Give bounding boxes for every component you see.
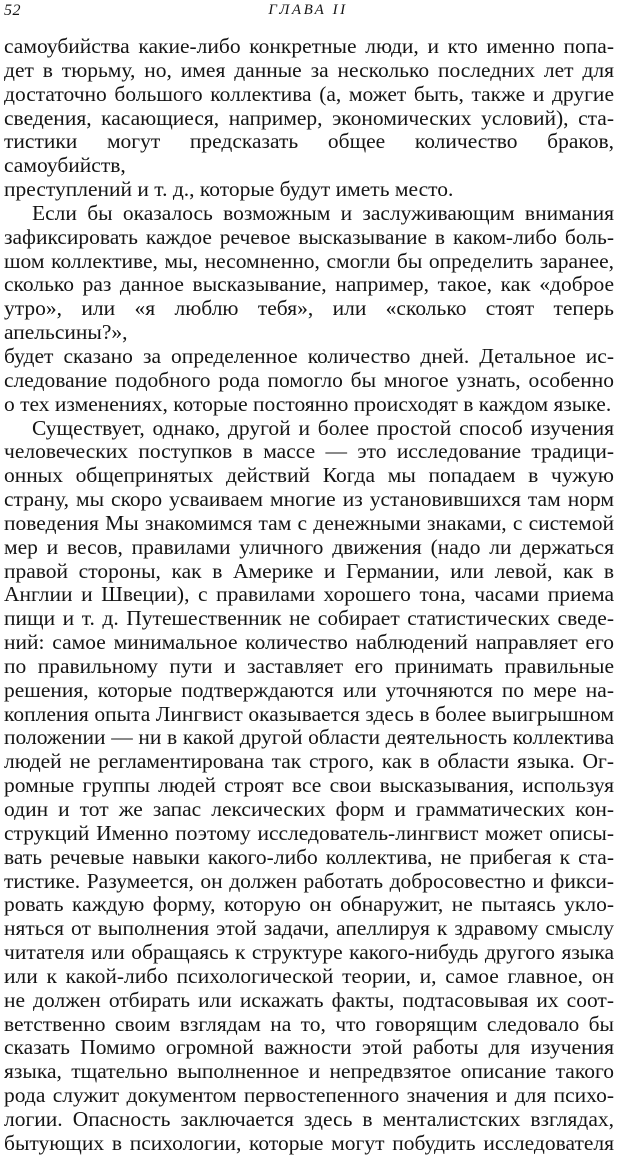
text-line: копления опыта Лингвист оказывается здесь в более выигрышном	[4, 701, 614, 726]
text-line: Англии и Швеции), с правилами хорошего тона, часами приема	[4, 582, 614, 607]
body-text	[4, 35, 614, 1156]
text-line: самоубийства какие-либо конкретные люди, и кто именно попа-	[4, 34, 614, 58]
text-line: человеческих поступков в массе — это исследование традици-	[4, 439, 614, 464]
text-line: решения, которые подтверждаются или уточняются по мере на-	[4, 677, 614, 702]
text-line: языка, тщательно выполненное и непредвзятое описание такого	[4, 1059, 614, 1084]
text-line: людей не регламентирована так строго, как в области языка. Ог-	[4, 749, 614, 774]
text-line: сколько раз данное высказывание, например, такое, как «доброе	[4, 272, 614, 297]
text-line: сказать Помимо огромной важности этой работы для изучения	[4, 1035, 614, 1060]
text-line: пищи и т. д. Путешественник не собирает статистических сведе-	[4, 606, 614, 631]
text-line: зафиксировать каждое речевое высказывание в каком-либо боль-	[4, 224, 614, 249]
text-line: шом коллективе, мы, несомненно, смогли бы определить заранее,	[4, 248, 614, 273]
text-line: о тех изменениях, которые постоянно происходят в каждом языке.	[4, 391, 612, 416]
text-line: по правильному пути и заставляет его принимать правильные	[4, 653, 614, 678]
text-line: тистике. Разумеется, он должен работать добросовестно и фикси-	[4, 868, 614, 893]
text-line: правой стороны, как в Америке и Германии, или левой, как в	[4, 558, 614, 583]
text-line: Если бы оказалось возможным и заслуживающим внимания	[32, 200, 614, 225]
text-line: достаточно большого коллектива (а, может быть, также и другие	[4, 81, 614, 106]
text-line: следование подобного рода помогло бы многое узнать, особенно	[4, 367, 614, 392]
text-line: сведения, касающиеся, например, экономических условий), ста-	[4, 105, 614, 130]
text-line: тистики могут предсказать общее количество браков, самоубийств,	[4, 129, 614, 178]
text-line: положении — ни в какой другой области деятельность коллектива	[4, 725, 614, 750]
text-line: преступлений и т. д., которые будут иметь место.	[4, 177, 454, 202]
text-line: онных общепринятых действий Когда мы попадаем в чужую	[4, 463, 614, 488]
text-line: будет сказано за определенное количество дней. Детальное ис-	[4, 343, 614, 368]
text-line: ровать каждую форму, которую он обнаружит, не пытаясь укло-	[4, 892, 614, 917]
text-line: струкций Именно поэтому исследователь-лингвист может описы-	[4, 820, 614, 845]
text-line: логии. Опасность заключается здесь в менталистских взглядах,	[4, 1106, 614, 1131]
text-line: один и тот же запас лексических форм и грамматических кон-	[4, 797, 614, 821]
text-line: Существует, однако, другой и более простой способ изучения	[32, 415, 614, 440]
page-header	[4, 2, 612, 24]
text-line: ромные группы людей строят все свои высказывания, используя	[4, 773, 614, 798]
text-line: утро», или «я люблю тебя», или «сколько стоят теперь апельсины?»,	[4, 296, 614, 345]
text-line: не должен отбирать или искажать факты, подтасовывая их соот-	[4, 987, 614, 1012]
text-line: вать речевые навыки какого-либо коллектива, не прибегая к ста-	[4, 844, 614, 869]
text-line: или к какой-либо психологической теории, и, самое главное, он	[4, 963, 614, 988]
text-line: ветственно своим взглядам на то, что говорящим следовало бы	[4, 1011, 614, 1036]
text-line: поведения Мы знакомимся там с денежными знаками, с системой	[4, 510, 614, 535]
text-line: читателя или обращаясь к структуре какого-нибудь другого языка	[4, 940, 614, 965]
text-line: дет в тюрьму, но, имея данные за несколько последних лет для	[4, 57, 614, 82]
running-head: ГЛАВА II	[268, 2, 348, 18]
text-line: няться от выполнения этой задачи, апеллируя к здравому смыслу	[4, 916, 614, 941]
text-line: мер и весов, правилами уличного движения (надо ли держаться	[4, 534, 614, 559]
text-line: бытующих в психологии, которые могут побудить исследователя	[4, 1130, 614, 1155]
page-number: 52	[4, 2, 21, 19]
text-line: страну, мы скоро усваиваем многие из установившихся там норм	[4, 487, 614, 512]
text-line: рода служит документом первостепенного значения и для психо-	[4, 1083, 614, 1108]
text-line: ний: самое минимальное количество наблюдений направляет его	[4, 630, 614, 655]
